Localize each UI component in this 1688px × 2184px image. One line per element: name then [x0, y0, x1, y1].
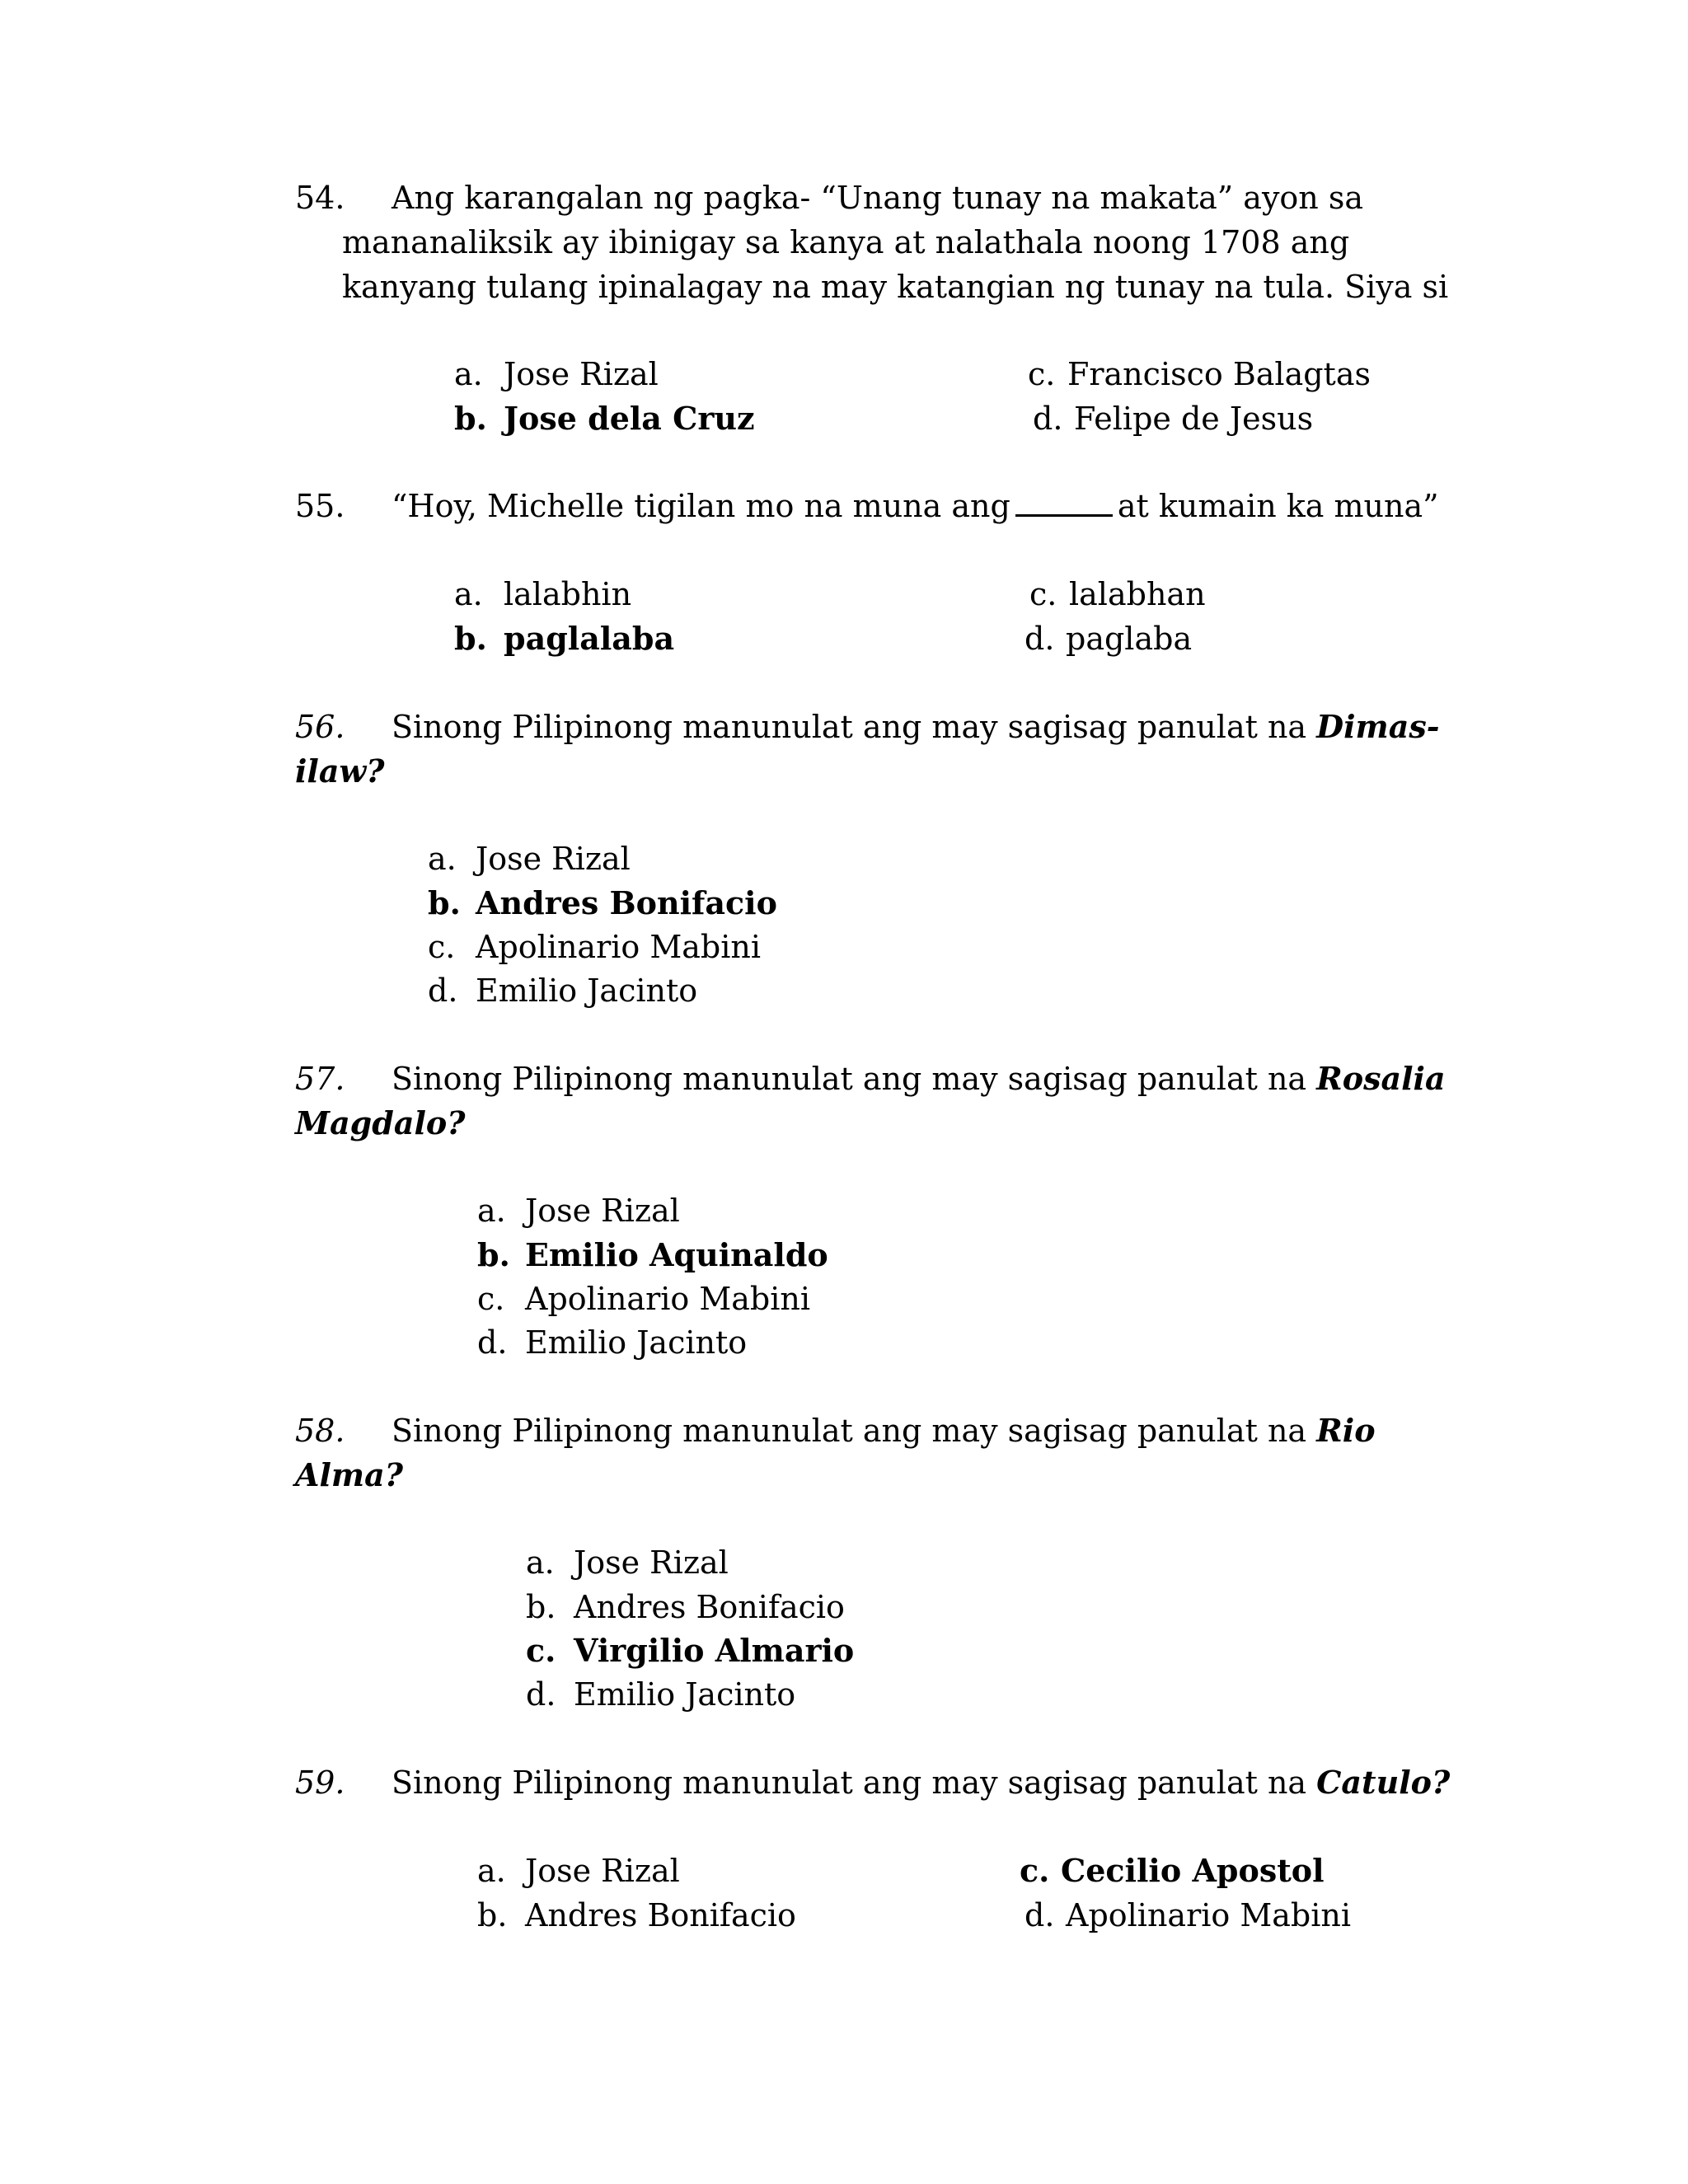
- option-text: Apolinario Mabini: [525, 1281, 811, 1317]
- option-text: Jose Rizal: [525, 1853, 680, 1889]
- pen-name: Dimas-: [1316, 708, 1440, 745]
- option-text: Jose Rizal: [574, 1544, 729, 1581]
- question-text-line: kanyang tulang ipinalagay na may katangian ng tunay na tula. Siya si: [342, 269, 1449, 305]
- question-text-line: mananaliksik ay ibinigay sa kanya at nalathala noong 1708 ang: [342, 224, 1350, 260]
- question-text: Sinong Pilipinong manunulat ang may sagisag panulat na: [392, 709, 1307, 745]
- option-letter: a.: [477, 1193, 506, 1229]
- question-number: 57.: [295, 1061, 345, 1097]
- option-letter: a.: [428, 841, 457, 877]
- question-text: Sinong Pilipinong manunulat ang may sagisag panulat na: [392, 1413, 1307, 1449]
- option-letter: d.: [1033, 401, 1063, 437]
- question-text: Sinong Pilipinong manunulat ang may sagisag panulat na: [392, 1765, 1307, 1801]
- option-letter: c.: [428, 929, 456, 965]
- question-number: 59.: [295, 1765, 345, 1801]
- question-number: 54.: [295, 180, 345, 216]
- option-text-answer: Virgilio Almario: [574, 1632, 855, 1669]
- option-letter: b.: [454, 400, 487, 437]
- option-text-answer: paglalaba: [504, 620, 675, 657]
- option-letter: b.: [428, 884, 461, 921]
- question-text-line: [392, 1057, 1446, 1101]
- question-text-before-blank: “Hoy, Michelle tigilan mo na muna ang: [392, 488, 1010, 524]
- pen-name-continued: Alma?: [295, 1456, 404, 1493]
- option-letter: a.: [454, 576, 483, 612]
- option-text: Andres Bonifacio: [574, 1589, 845, 1625]
- option-letter: a.: [477, 1853, 506, 1889]
- option-text: Apolinario Mabini: [476, 929, 762, 965]
- option-letter: b.: [477, 1897, 508, 1933]
- option-letter: c.: [1028, 356, 1056, 392]
- question-text-line: [392, 1760, 1450, 1805]
- option-letter: b.: [477, 1236, 510, 1273]
- option-text: Emilio Jacinto: [574, 1676, 796, 1713]
- answer-blank: [1015, 513, 1113, 517]
- option-text: Emilio Jacinto: [476, 972, 698, 1009]
- option-letter: d.: [526, 1676, 556, 1713]
- option-text: paglaba: [1066, 621, 1193, 657]
- question-number: 55.: [295, 488, 345, 524]
- question-text-line: Ang karangalan ng pagka- “Unang tunay na makata” ayon sa: [392, 180, 1364, 216]
- option-letter: b.: [454, 620, 487, 657]
- pen-name: Catulo?: [1316, 1764, 1451, 1801]
- option-text: Jose Rizal: [525, 1193, 680, 1229]
- option-letter: d.: [477, 1324, 508, 1361]
- question-text-line: [392, 1408, 1376, 1453]
- option-letter: c.: [526, 1632, 556, 1669]
- question-text-line: [392, 705, 1440, 749]
- pen-name-continued: Magdalo?: [295, 1104, 466, 1141]
- question-text-line: [392, 484, 1439, 528]
- option-letter: c.: [1029, 576, 1057, 612]
- option-text: Felipe de Jesus: [1074, 401, 1314, 437]
- option-text: Andres Bonifacio: [525, 1897, 796, 1933]
- option-letter: a.: [454, 356, 483, 392]
- option-text-answer: Emilio Aquinaldo: [525, 1236, 828, 1273]
- question-text: Sinong Pilipinong manunulat ang may sagisag panulat na: [392, 1061, 1307, 1097]
- pen-name: Rio: [1316, 1412, 1376, 1449]
- option-letter: b.: [526, 1589, 556, 1625]
- question-text-after-blank: at kumain ka muna”: [1117, 488, 1439, 524]
- option-letter: d.: [1025, 621, 1055, 657]
- option-text: Jose Rizal: [504, 356, 659, 392]
- option-letter: d.: [428, 972, 458, 1009]
- option-text: lalabhin: [504, 576, 632, 612]
- pen-name: Rosalia: [1316, 1060, 1446, 1097]
- option-text-answer: Cecilio Apostol: [1061, 1852, 1325, 1889]
- pen-name-continued: ilaw?: [295, 752, 385, 790]
- option-text: Emilio Jacinto: [525, 1324, 748, 1361]
- option-letter: a.: [526, 1544, 555, 1581]
- option-text: Apolinario Mabini: [1066, 1897, 1352, 1933]
- option-text-answer: Andres Bonifacio: [476, 884, 777, 921]
- option-letter: c.: [477, 1281, 505, 1317]
- option-text: Jose Rizal: [476, 841, 631, 877]
- option-text-answer: Jose dela Cruz: [504, 400, 755, 437]
- option-letter: c.: [1020, 1852, 1050, 1889]
- option-letter: d.: [1025, 1897, 1055, 1933]
- question-number: 56.: [295, 709, 345, 745]
- option-text: lalabhan: [1069, 576, 1206, 612]
- option-text: Francisco Balagtas: [1067, 356, 1371, 392]
- question-number: 58.: [295, 1413, 345, 1449]
